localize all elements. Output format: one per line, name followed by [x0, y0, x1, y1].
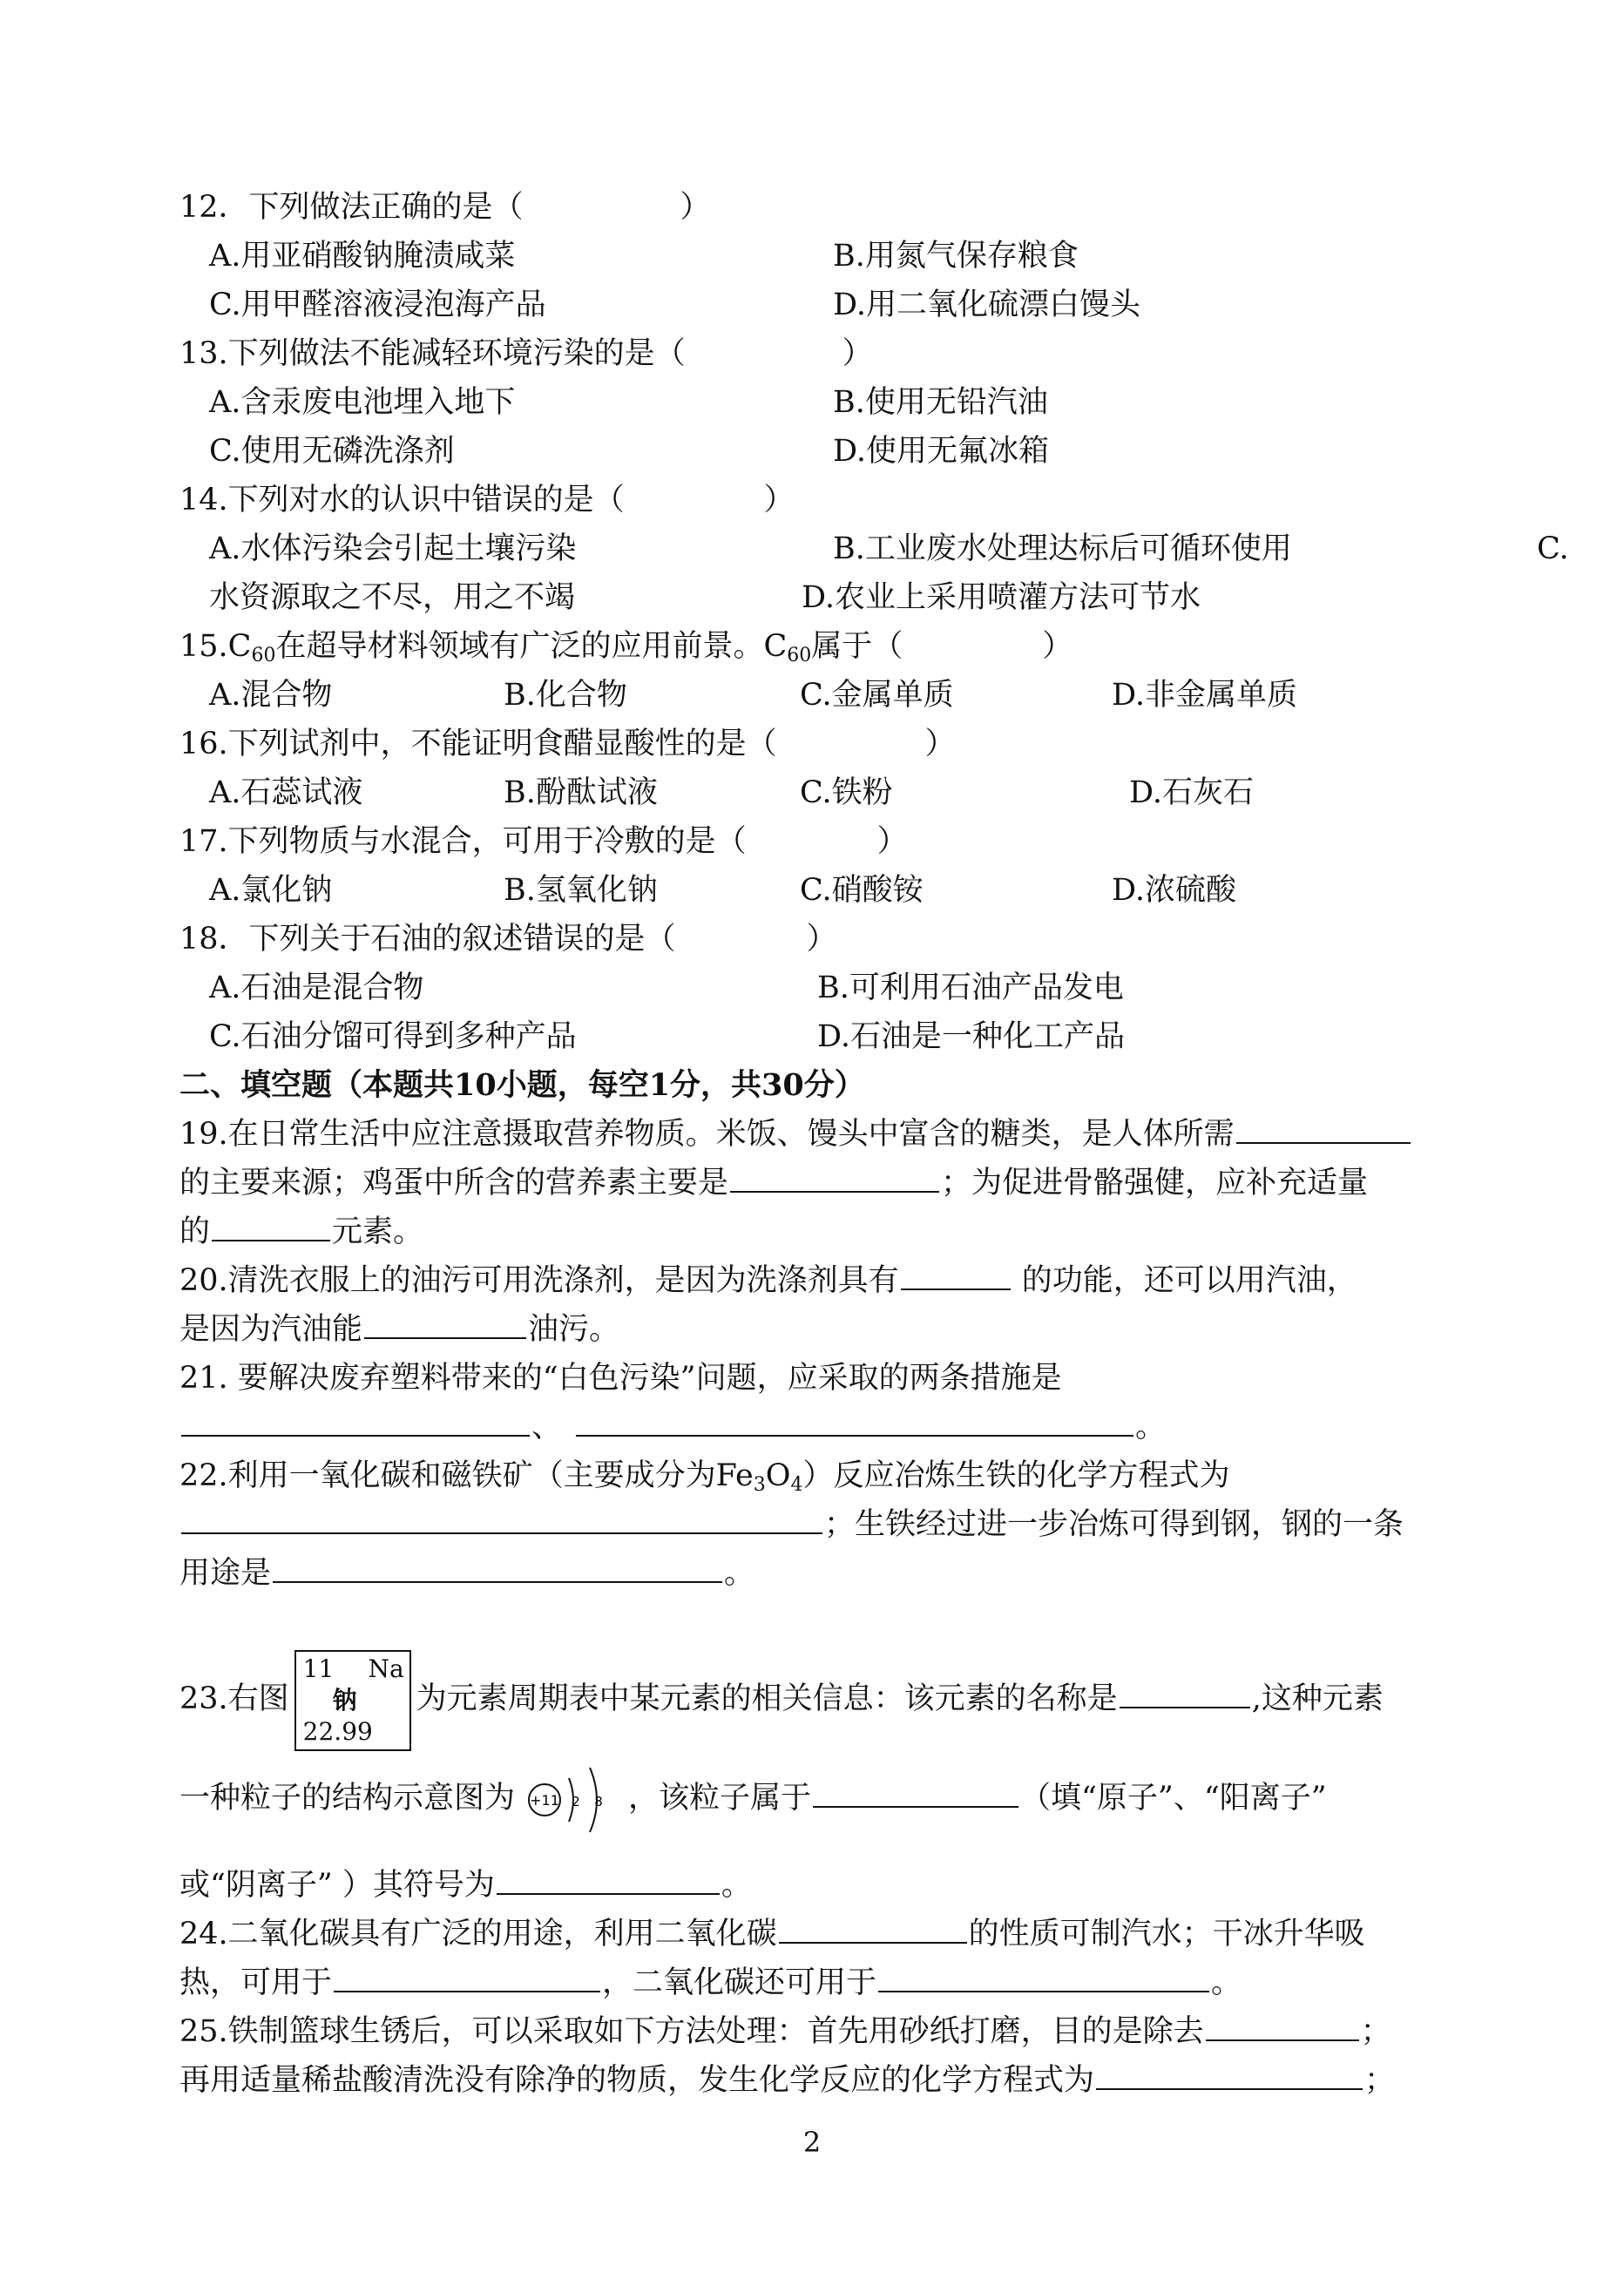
q24-blank-2[interactable]: [334, 1961, 600, 1992]
q22-text-3a: 用途是: [179, 1556, 272, 1591]
q21-separator: 、: [531, 1410, 563, 1444]
q22-sub2: 4: [790, 1474, 803, 1496]
q20-text-2a: 是因为汽油能: [179, 1312, 363, 1347]
q25-text-2a: 再用适量稀盐酸清洗没有除净的物质，发生化学反应的化学方程式为: [179, 2063, 1095, 2098]
q15-stem-line: [179, 622, 1073, 671]
atom-shell-1-label: 2: [572, 1793, 580, 1809]
q17-option-c: C.硝酸铵: [800, 873, 924, 908]
q15-post: 属于（: [811, 629, 903, 664]
q22-text-1a: 22.利用一氧化碳和磁铁矿（主要成分为Fe: [179, 1458, 754, 1493]
q19-text-1: 19.在日常生活中应注意摄取营养物质。米饭、馒头中富含的糖类，是人体所需: [179, 1117, 1235, 1152]
q18-stem-line: [179, 915, 837, 964]
q19-text-2a: 的主要来源；鸡蛋中所含的营养素主要是: [179, 1166, 729, 1201]
q23-line-3: [179, 1861, 752, 1910]
q22-line-3: [179, 1549, 754, 1598]
q22-line-2: [179, 1500, 1404, 1549]
q24-text-2c: 。: [1211, 1965, 1242, 2000]
q12-option-b: B.用氮气保存粮食: [833, 239, 1079, 274]
element-mass: 22.99: [302, 1716, 373, 1746]
q20-text-1a: 20.清洗衣服上的油污可用洗涤剂，是因为洗涤剂具有: [179, 1263, 899, 1298]
q19-text-2b: ；为促进骨骼强健，应补充适量: [941, 1166, 1369, 1201]
q23-post: 为元素周期表中某元素的相关信息：该元素的名称是: [416, 1681, 1118, 1716]
q24-text-1a: 24.二氧化碳具有广泛的用途，利用二氧化碳: [179, 1917, 777, 1951]
atom-structure-diagram: [524, 1752, 619, 1848]
q12-stem: 12．下列做法正确的是（: [179, 190, 524, 225]
q23-post2: ,这种元素: [1251, 1681, 1384, 1716]
q17-close: ）: [876, 824, 908, 859]
q22-text-3b: 。: [724, 1556, 755, 1591]
q12-option-a: A.用亚硝酸钠腌渍咸菜: [209, 239, 516, 274]
q19-blank-1[interactable]: [1236, 1113, 1411, 1144]
q18-option-a: A.石油是混合物: [209, 971, 424, 1005]
q15-mid: 在超导材料领域有广泛的应用前景。C: [275, 629, 788, 664]
q25-line-1: [179, 2007, 1391, 2056]
q16-close: ）: [924, 727, 956, 761]
q20-line-1: [179, 1256, 1357, 1305]
q22-line-1: [179, 1451, 1229, 1500]
atom-nucleus-label: +11: [530, 1791, 559, 1809]
q14-option-a: A.水体污染会引起土壤污染: [209, 531, 577, 566]
q19-line-3: [179, 1207, 423, 1256]
q25-text-1b: ；: [1360, 2014, 1391, 2049]
q22-blank-1[interactable]: [181, 1503, 822, 1534]
q14-stem-line: [179, 476, 795, 524]
q18-option-c: C.石油分馏可得到多种产品: [209, 1019, 577, 1054]
q17-stem-line: [179, 817, 908, 866]
q13-stem: 13.下列做法不能减轻环境污染的是（: [179, 336, 686, 371]
periodic-element-box: [294, 1650, 411, 1751]
q25-text-1a: 25.铁制篮球生锈后，可以采取如下方法处理：首先用砂纸打磨，目的是除去: [179, 2014, 1204, 2049]
q14-option-c-text: 水资源取之不尽，用之不竭: [209, 580, 576, 615]
q15-option-a: A.混合物: [209, 678, 333, 713]
q24-text-1b: 的性质可制汽水；干冰升华吸: [968, 1917, 1365, 1951]
q19-line-2: [179, 1159, 1368, 1207]
q25-text-2b: ；: [1364, 2063, 1396, 2098]
q16-stem: 16.下列试剂中，不能证明食醋显酸性的是（: [179, 727, 777, 761]
q14-close: ）: [763, 483, 795, 517]
q20-text-1b: 的功能，还可以用汽油，: [1012, 1263, 1357, 1298]
q18-option-d: D.石油是一种化工产品: [817, 1019, 1125, 1054]
q17-stem: 17.下列物质与水混合，可用于冷敷的是（: [179, 824, 747, 859]
q21-line-1: 21. 要解决废弃塑料带来的“白色污染”问题，应采取的两条措施是: [179, 1361, 1062, 1396]
q15-option-d: D.非金属单质: [1112, 678, 1297, 713]
q23-blank-3[interactable]: [497, 1863, 720, 1895]
q18-option-b: B.可利用石油产品发电: [817, 971, 1124, 1005]
q23-text-3b: 。: [721, 1868, 752, 1903]
section-heading: 二、填空题（本题共10小题，每空1分，共30分）: [179, 1067, 865, 1103]
q21-end: 。: [1135, 1410, 1167, 1444]
q14-option-d: D.农业上采用喷灌方法可节水: [802, 580, 1201, 615]
q17-option-a: A.氯化钠: [209, 873, 333, 908]
q25-blank-1[interactable]: [1206, 2010, 1359, 2041]
q12-close: ）: [680, 190, 711, 225]
q13-stem-line: [179, 329, 873, 378]
q25-blank-2[interactable]: [1096, 2059, 1363, 2090]
q23-blank-1[interactable]: [1120, 1677, 1250, 1708]
q24-line-2: [179, 1958, 1242, 2007]
q23-line-1: [179, 1647, 1384, 1751]
q20-text-2b: 油污。: [528, 1312, 620, 1347]
q24-text-2a: 热，可用于: [179, 1965, 333, 2000]
q25-line-2: [179, 2056, 1395, 2105]
q14-option-b: B.工业废水处理达标后可循环使用: [833, 531, 1292, 566]
q18-close: ）: [806, 922, 837, 957]
q14-stem: 14.下列对水的认识中错误的是（: [179, 483, 625, 517]
q23-text-2b: ，该粒子属于: [628, 1781, 812, 1816]
q15-sub1: 60: [251, 645, 276, 666]
q17-option-b: B.氢氧化钠: [504, 873, 658, 908]
q23-blank-2[interactable]: [813, 1776, 1018, 1808]
q12-option-d: D.用二氧化硫漂白馒头: [833, 287, 1140, 322]
q19-text-3b: 元素。: [332, 1214, 424, 1249]
element-number: 11: [302, 1654, 335, 1683]
q15-pre: 15.C: [179, 629, 252, 664]
q19-blank-3[interactable]: [212, 1210, 330, 1241]
q23-text-2c: （填“原子”、“阳离子”: [1020, 1781, 1327, 1816]
page-number: 2: [802, 2126, 822, 2159]
element-symbol: Na: [368, 1654, 404, 1683]
q22-sub1: 3: [753, 1474, 766, 1496]
q24-blank-3[interactable]: [878, 1961, 1209, 1992]
q15-sub2: 60: [787, 645, 812, 666]
element-name: 钠: [332, 1685, 357, 1715]
q23-text-3a: 或“阴离子” ）其符号为: [179, 1868, 495, 1903]
q19-blank-2[interactable]: [730, 1161, 939, 1193]
q23-pre: 23.右图: [179, 1681, 289, 1716]
q22-text-1b: O: [765, 1458, 791, 1493]
q15-close: ）: [1042, 629, 1073, 664]
atom-shell-2-label: 8: [594, 1793, 603, 1809]
q15-option-b: B.化合物: [504, 678, 627, 713]
q16-option-c: C.铁粉: [800, 775, 893, 810]
q18-stem: 18．下列关于石油的叙述错误的是（: [179, 922, 676, 957]
q13-option-c: C.使用无磷洗涤剂: [209, 434, 455, 469]
q13-close: ）: [842, 336, 873, 371]
q13-option-b: B.使用无铅汽油: [833, 385, 1048, 420]
q21-blank-2[interactable]: [576, 1405, 1133, 1437]
q20-line-2: [179, 1305, 619, 1354]
q22-text-2: ；生铁经过进一步冶炼可得到钢，钢的一条: [824, 1507, 1404, 1542]
q15-option-c: C.金属单质: [800, 678, 954, 713]
q23-line-2: [179, 1746, 1327, 1850]
q19-line-1: [179, 1110, 1412, 1159]
q16-option-d: D.石灰石: [1129, 775, 1254, 810]
q20-blank-1[interactable]: [901, 1259, 1011, 1290]
q13-option-a: A.含汞废电池埋入地下: [209, 385, 516, 420]
q24-line-1: [179, 1910, 1365, 1958]
q23-text-2a: 一种粒子的结构示意图为: [179, 1781, 516, 1816]
q14-option-c-label: C.: [1537, 531, 1569, 566]
q20-blank-2[interactable]: [364, 1308, 526, 1339]
q22-text-1c: ）反应冶炼生铁的化学方程式为: [802, 1458, 1230, 1493]
q21-blank-1[interactable]: [181, 1405, 530, 1437]
q16-stem-line: [179, 720, 956, 768]
q24-text-2b: ，二氧化碳还可用于: [602, 1965, 877, 2000]
q24-blank-1[interactable]: [779, 1912, 967, 1944]
q12-option-c: C.用甲醛溶液浸泡海产品: [209, 287, 546, 322]
q13-option-d: D.使用无氟冰箱: [833, 434, 1049, 469]
q16-option-a: A.石蕊试液: [209, 775, 363, 810]
q22-blank-2[interactable]: [273, 1552, 722, 1583]
q21-line-2: [179, 1403, 1166, 1451]
q19-text-3a: 的: [179, 1214, 211, 1249]
q12-stem-line: [179, 183, 711, 232]
q17-option-d: D.浓硫酸: [1112, 873, 1236, 908]
q16-option-b: B.酚酞试液: [504, 775, 658, 810]
